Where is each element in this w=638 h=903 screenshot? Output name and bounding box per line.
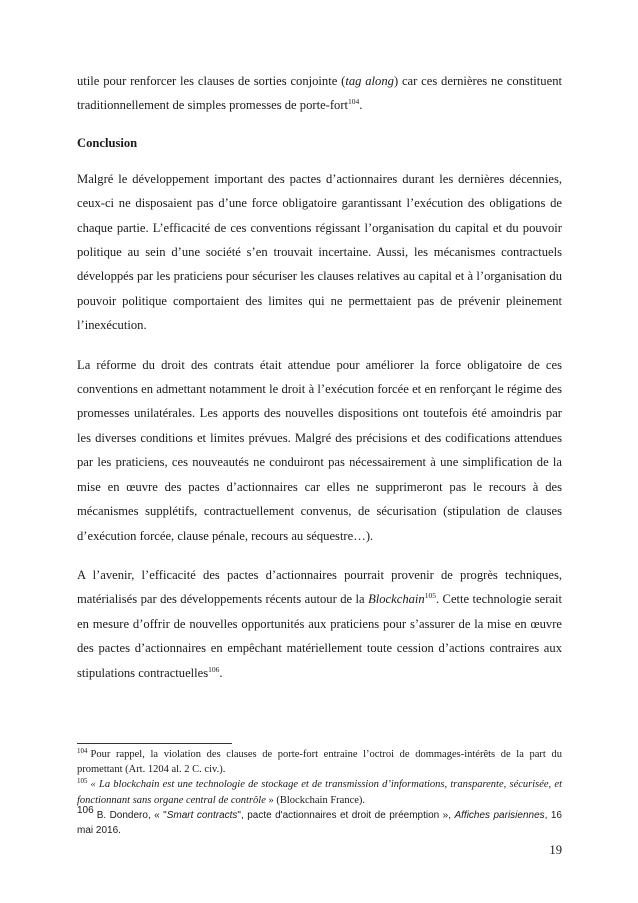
text-run: utile pour renforcer les clauses de sorties conjointe ( — [77, 74, 346, 88]
footnote-105 — [77, 777, 562, 807]
footnote-divider — [77, 743, 232, 744]
footnote-ref-104[interactable]: 104 — [348, 97, 360, 107]
italic-term: Blockchain — [368, 592, 425, 607]
footnote-text: B. Dondero, « " — [96, 809, 167, 821]
text-run: . — [359, 98, 363, 113]
footnotes — [77, 743, 562, 838]
text-run: A l’avenir, l’efficacité des pactes d’actionnaires pourrait provenir de progrès techniques, matérialisés par des développements récents autour de la — [77, 567, 562, 607]
footnote-quote: « La blockchain est une technologie de stockage et de transmission d’informations, transparente, sécurisée, et fonctionnant sans organe central de contrôle — [77, 779, 562, 806]
footnote-number: 106 — [77, 805, 94, 817]
italic-term: tag along — [345, 74, 394, 88]
section-heading: Conclusion — [77, 135, 138, 150]
text-run: ) car ces dernières ne constituent traditionnellement de simples promesses de porte-fort — [77, 74, 562, 113]
body-text — [77, 69, 562, 700]
footnote-text: , 16 mai 2016. — [77, 809, 562, 837]
footnote-text: ", pacte d'actionnaires et droit de préemption », — [237, 809, 455, 821]
footnote-104 — [77, 747, 562, 777]
text-run: . — [219, 665, 223, 680]
footnote-number: 105 — [77, 776, 88, 785]
footnote-ref-105[interactable]: 105 — [424, 591, 436, 601]
footnote-ref-106[interactable]: 106 — [208, 664, 220, 674]
page-number: 19 — [549, 843, 562, 857]
text-run: . Cette technologie serait en mesure d’offrir de nouvelles opportunités aux praticiens pour s’assurer de la mise en œuvre des pactes d’actionnaires en empêchant matériellement toute cession d’actions contraires aux stipulations contractuelles — [77, 592, 562, 680]
footnote-number: 104 — [77, 746, 88, 755]
footnote-italic: Smart contracts — [166, 809, 238, 821]
paragraph-3 — [77, 563, 562, 685]
footnote-text: Pour rappel, la violation des clauses de porte-fort entraine l’octroi de dommages-intérêts de la part du promettant (Art. 1204 al. 2 C. civ.). — [77, 749, 562, 776]
footnote-text: » (Blockchain France). — [265, 794, 366, 806]
paragraph-continuation — [77, 69, 562, 118]
paragraph-2: La réforme du droit des contrats était attendue pour améliorer la force obligatoire de ces conventions en admettant notamment le droit à l’exécution forcée et en renforçant le régime des promesses unilatérales. Les apports des nouvelles dispositions ont toutefois été amoindris par les diverses conditions et limites prévues. Malgré des précisions et des codifications attendues par les praticiens, ces nouveautés ne conduiront pas nécessairement à une simplification de la mise en œuvre des pactes d’actionnaires car elles ne supprimeront pas le recours à des mécanismes supplétifs, contractuellement convenus, de sécurisation (stipulation de clauses d’exécution forcée, clause pénale, recours au séquestre…). — [77, 357, 562, 543]
footnote-106 — [77, 805, 562, 838]
paragraph-1: Malgré le développement important des pactes d’actionnaires durant les dernières décennies, ceux-ci ne disposaient pas d’une force obligatoire garantissant l’exécution des obligations de chaque partie. L’efficacité de ces conventions régissant l’organisation du capital et du pouvoir politique au sein d’une société s’en trouvait incertaine. Aussi, les mécanismes contractuels développés par les praticiens pour sécuriser les clauses relatives au capital et à l’organisation du pouvoir politique comportaient des limites qui ne permettaient pas de prévenir pleinement l’inexécution. — [77, 171, 562, 333]
footnote-italic: Affiches parisiennes — [454, 809, 545, 821]
